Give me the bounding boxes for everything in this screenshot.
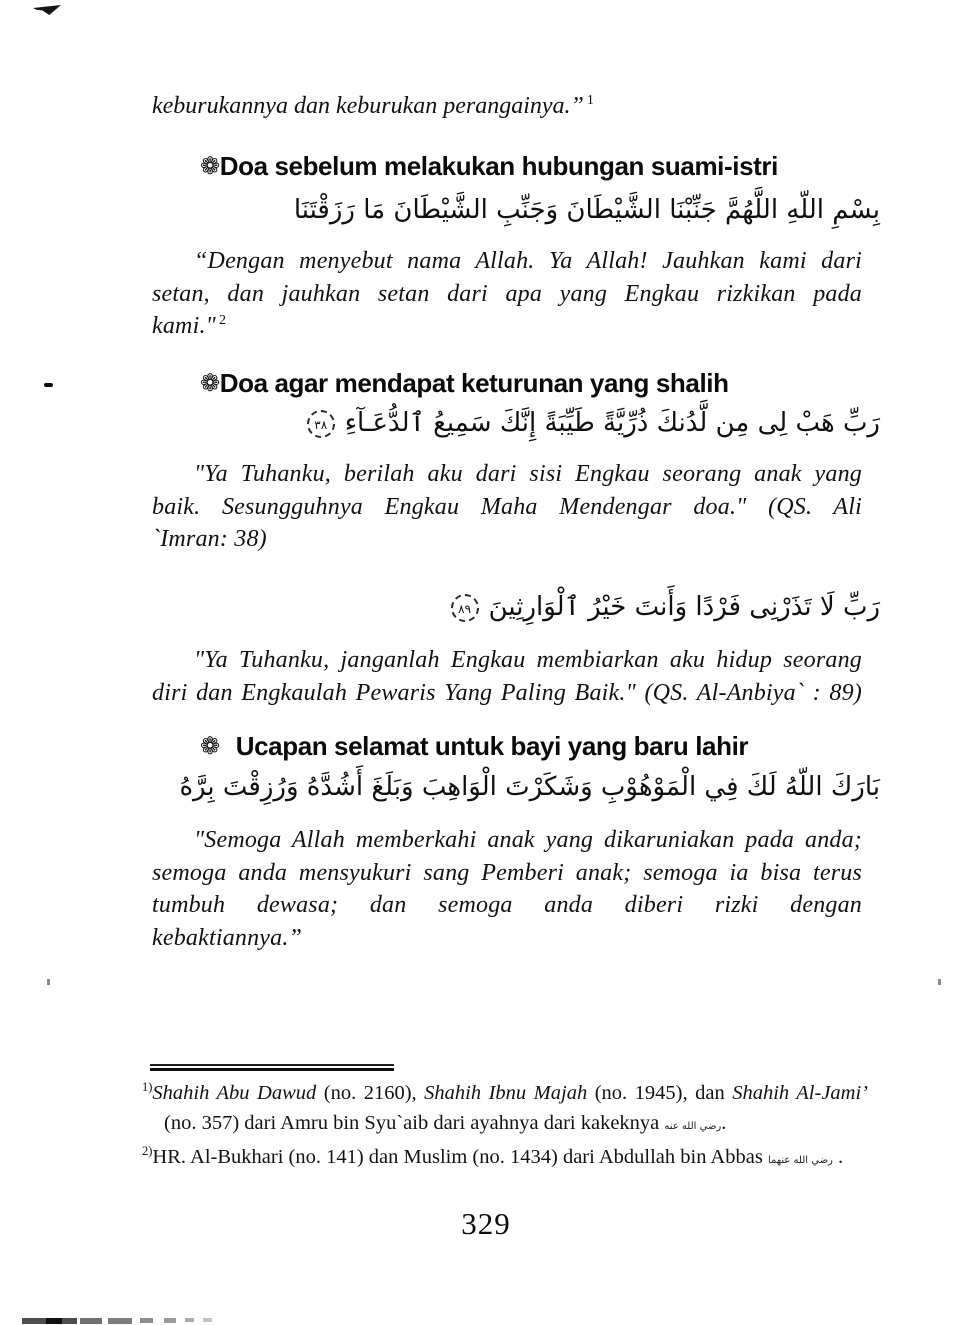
arabic-text: رَبِّ هَبْ لِى مِن لَّدُنكَ ذُرِّيَّةً طَيِّبَةً إِنَّكَ سَمِيعُ ٱلدُّعَـآءِ xyxy=(344,408,880,438)
section-title-text: Doa agar mendapat keturunan yang shalih xyxy=(219,368,729,398)
section-title-doa-keturunan xyxy=(152,368,892,399)
footnote-ref-1: 1 xyxy=(586,93,594,108)
footnote-1: $^{1)}$Shahih Abu Dawud (no. 2160), Shahih Ibnu Majah (no. 1945), dan Shahih Al-Jami’ (no. 357) dari Amru bin Syu`aib dari ayahnya dari kakeknya رضي الله عنه. xyxy=(142,1080,868,1134)
scan-artifact-right-dot xyxy=(938,979,941,985)
translation-line: semoga anda mensyukuri sang Pemberi anak; semoga ia bisa terus xyxy=(152,859,862,886)
scan-artifact-bottom-edge xyxy=(203,1318,212,1322)
arabic-verse-al-anbiya-89 xyxy=(150,584,882,630)
scan-artifact-bottom-edge xyxy=(108,1318,132,1324)
section-title-text: Doa sebelum melakukan hubungan suami-istri xyxy=(219,151,778,181)
translation-line: "Ya Tuhanku, berilah aku dari sisi Engkau seorang anak yang xyxy=(194,461,862,487)
aya-number-badge: ٣٨ xyxy=(307,410,335,438)
aya-number-badge: ٨٩ xyxy=(451,594,479,622)
arabic-text: بَارَكَ اللّهُ لَكَ فِي الْمَوْهُوْبِ وَشَكَرْتَ الْوَاهِبَ وَبَلَغَ أَشُدَّهُ وَرُزِقْتَ بِرَّهُ xyxy=(179,772,880,802)
translation-line: kebaktiannya.” xyxy=(152,924,303,951)
footnote-marker: 1) xyxy=(142,1080,153,1095)
translation-line: "Semoga Allah memberkahi anak yang dikaruniakan pada anda; xyxy=(194,827,862,853)
page-number: 329 xyxy=(461,1206,511,1241)
arabic-verse-bismillah xyxy=(150,187,882,233)
translation-line: `Imran: 38) xyxy=(152,526,267,552)
scan-artifact-bottom-edge xyxy=(185,1318,194,1322)
translation-line: diri dan Engkaulah Pewaris Yang Paling Baik." (QS. Al-Anbiya` : 89) xyxy=(152,679,862,706)
footnote-2: $^{2)}$HR. Al-Bukhari (no. 141) dan Muslim (no. 1434) dari Abdullah bin Abbas رضي الله عنهما . xyxy=(142,1144,844,1168)
florette-icon: ❁ xyxy=(200,369,220,397)
florette-icon: ❁ xyxy=(200,152,220,180)
scan-artifact-left-dot xyxy=(47,979,50,985)
footnote-separator xyxy=(150,1064,394,1071)
translation-line: kami." $^2$ xyxy=(152,313,227,339)
translation-line: “Dengan menyebut nama Allah. Ya Allah! Jauhkan kami dari xyxy=(194,248,862,274)
florette-icon: ❁ xyxy=(200,732,220,760)
section-title-doa-suami-istri xyxy=(152,151,892,182)
scan-artifact-bottom-edge xyxy=(164,1318,176,1323)
arabic-verse-barakallahu xyxy=(150,764,882,810)
scan-artifact-bottom-edge xyxy=(80,1318,102,1324)
translation-paragraph xyxy=(152,824,862,954)
footnotes-block xyxy=(142,1078,868,1176)
translation-line: "Ya Tuhanku, janganlah Engkau membiarkan aku hidup seorang xyxy=(194,647,862,673)
scan-artifact-bottom-edge xyxy=(140,1318,153,1323)
scan-artifact-bottom-edge xyxy=(46,1318,62,1324)
arabic-verse-ali-imran-38 xyxy=(150,400,882,446)
continuation-text: keburukannya dan keburukan perangainya.” xyxy=(152,93,584,119)
footnote-ref-2: 2 xyxy=(218,313,227,328)
translation-line: setan, dan jauhkan setan dari apa yang Engkau rizkikan pada xyxy=(152,280,862,307)
translation-line: baik. Sesungguhnya Engkau Maha Mendengar doa." (QS. Ali xyxy=(152,493,862,520)
translation-line: tumbuh dewasa; dan semoga anda diberi rizki dengan xyxy=(152,892,862,918)
honorific-glyph: رضي الله عنه xyxy=(664,1121,722,1132)
section-title-ucapan-selamat-bayi xyxy=(152,731,892,762)
arabic-text: رَبِّ لَا تَذَرْنِى فَرْدًا وَأَنتَ خَيْرُ ٱلْوَارِثِينَ xyxy=(488,592,880,622)
translation-paragraph xyxy=(152,644,862,709)
honorific-glyph: رضي الله عنهما xyxy=(767,1155,833,1166)
translation-paragraph xyxy=(152,245,862,343)
translation-paragraph xyxy=(152,458,862,556)
scan-artifact-margin-dash xyxy=(44,383,53,387)
section-title-text: Ucapan selamat untuk bayi yang baru lahir xyxy=(235,731,749,761)
arabic-text: بِسْمِ اللّهِ اللَّهُمَّ جَنِّبْنَا الشَّيْطَانَ وَجَنِّبِ الشَّيْطَانَ مَا رَزَقْتَنَا xyxy=(293,195,880,225)
continuation-line xyxy=(152,90,862,122)
scan-artifact-top-swoosh xyxy=(33,5,61,15)
footnote-marker: 2) xyxy=(142,1144,153,1159)
